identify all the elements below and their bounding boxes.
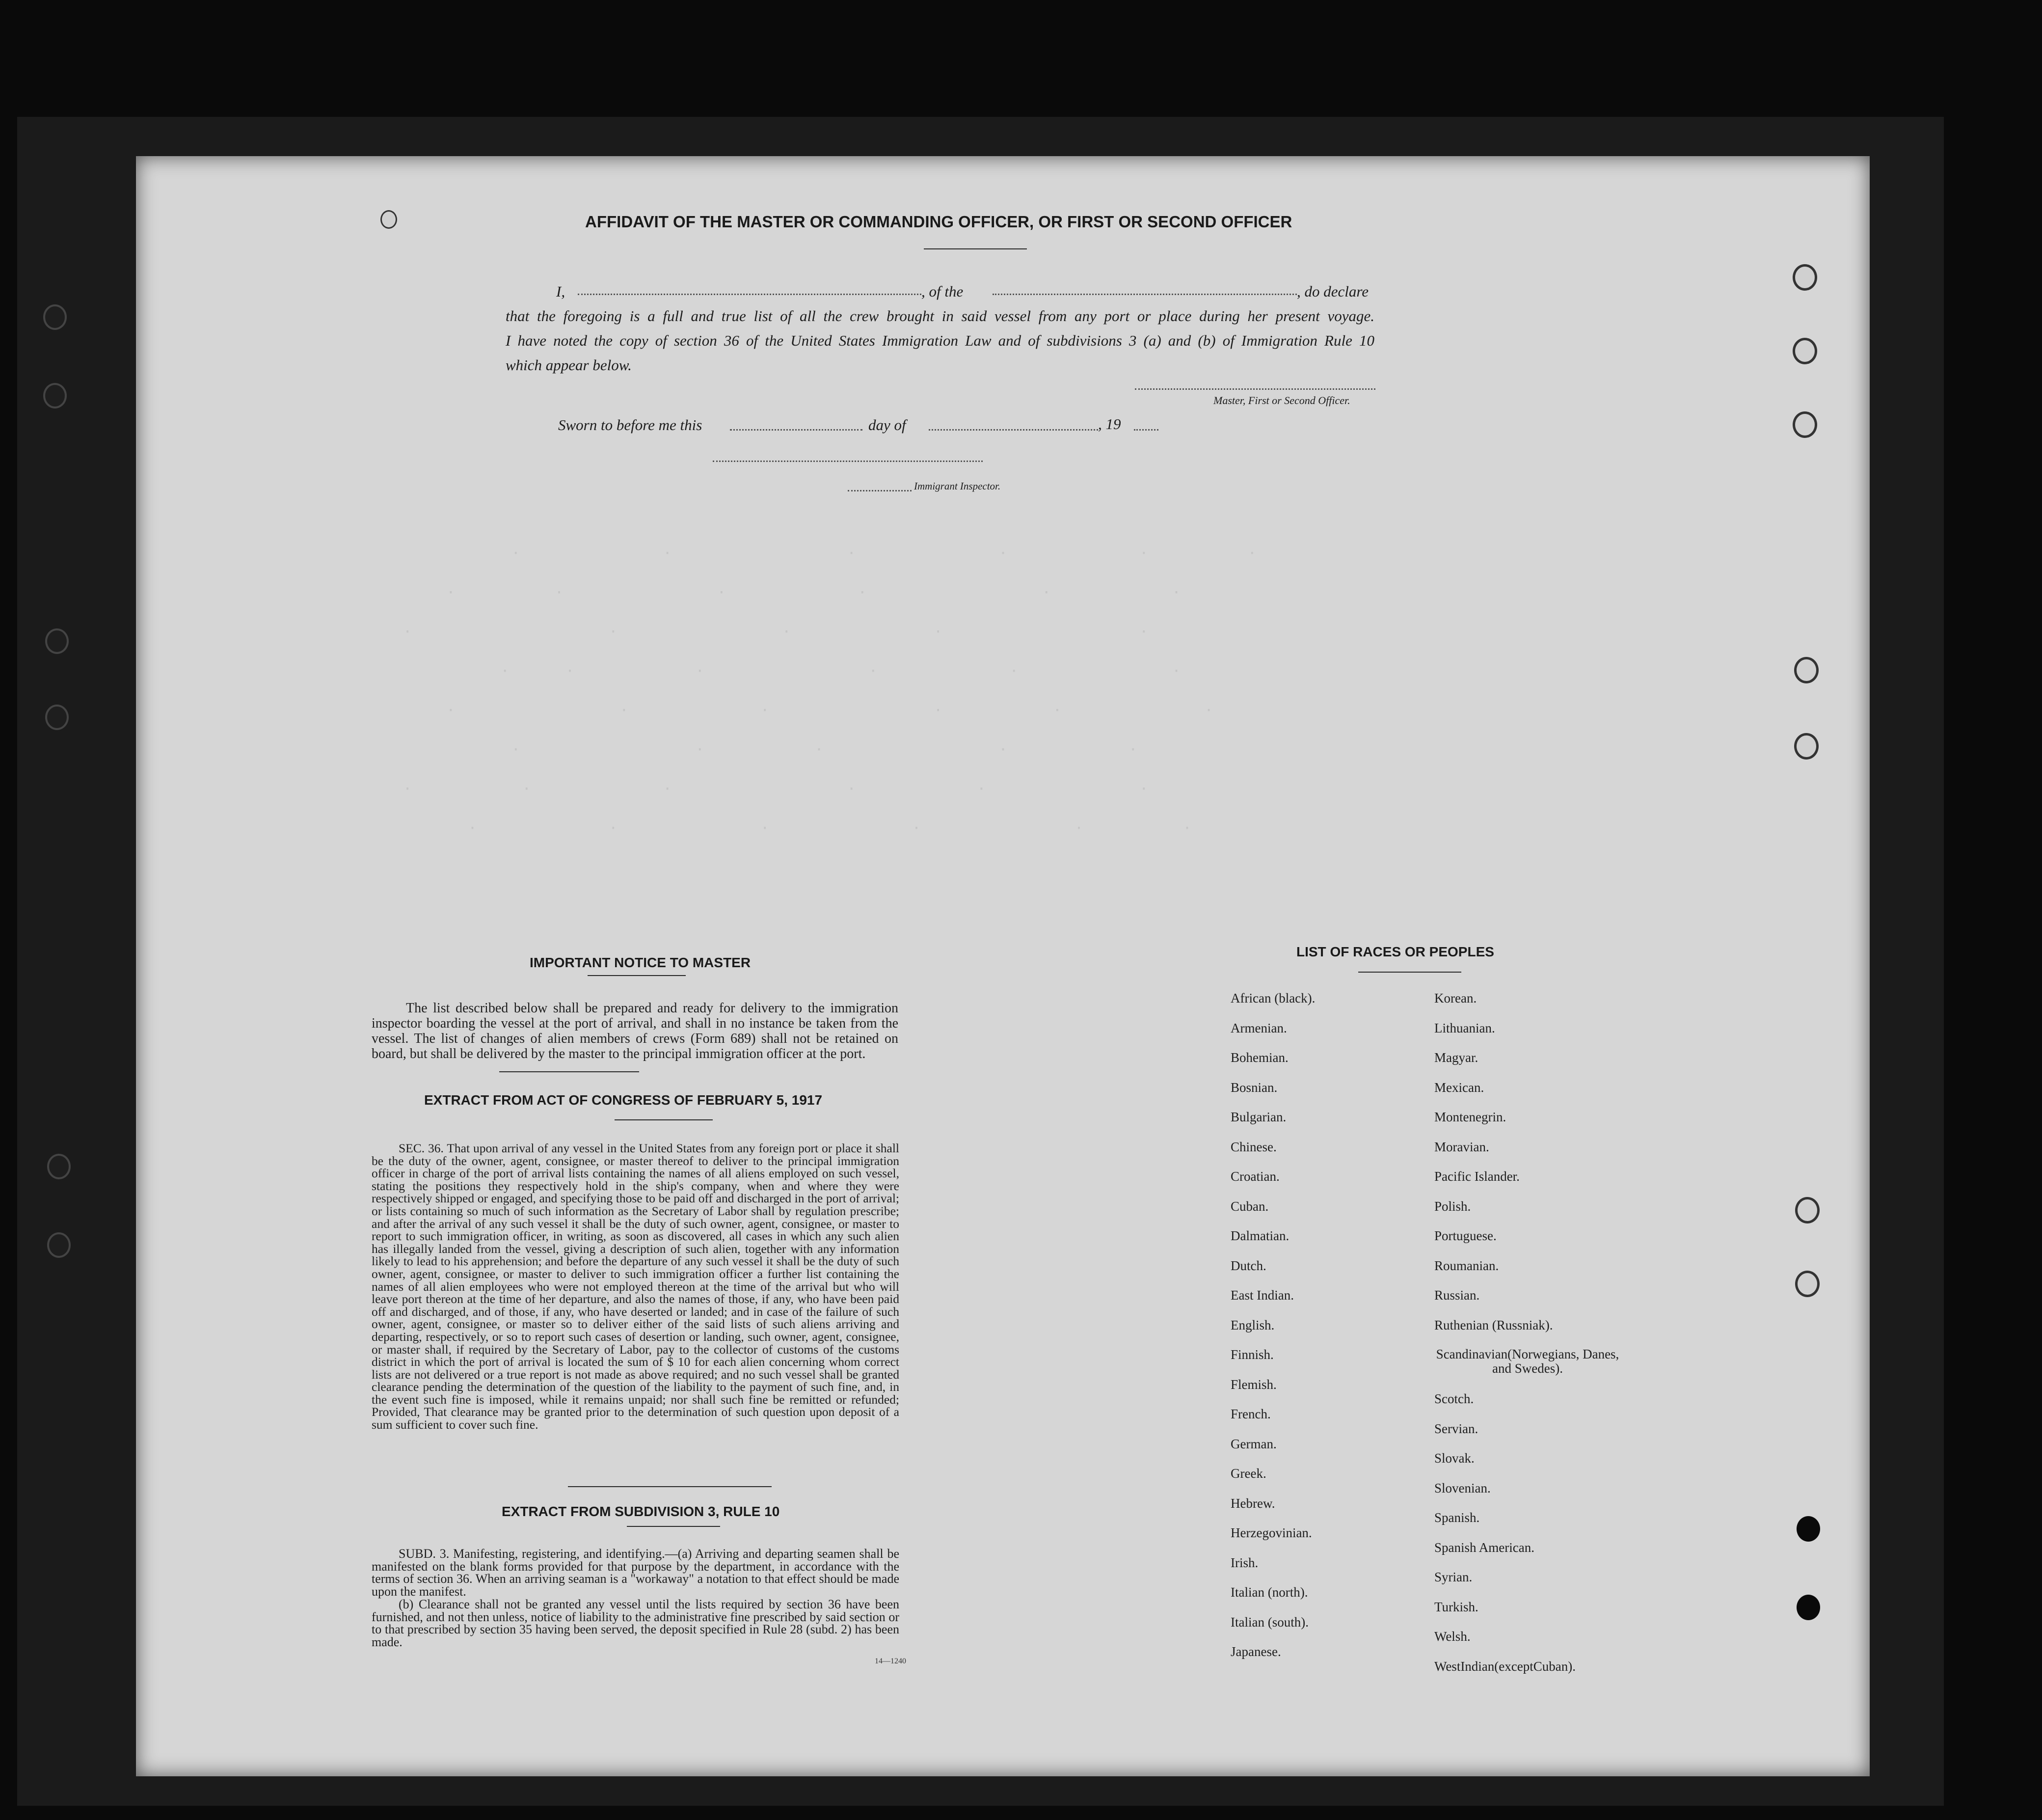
race-item: Lithuanian.: [1434, 1020, 1495, 1035]
extract-rule-text-a: SUBD. 3. Manifesting, registering, and identifying.—(a) Arriving and departing seamen shall be manifested on the blank forms provided for that purpose by the department, in accordance with the terms of section 36. When an arriving seaman is a "workaway" a notation to that effect should be made upon the manifest.: [372, 1547, 899, 1599]
bleed-through-text: · · · · · · · · · · · · · · · · · · · · · · · · · · · · · · · · · · · · · · · · · · · · · ·: [403, 545, 1259, 837]
title-underline: [924, 248, 1027, 249]
master-signature-line: [1135, 388, 1375, 390]
affidavit-of-the: , of the: [921, 283, 964, 300]
race-item: Armenian.: [1231, 1020, 1287, 1035]
race-item: Slovenian.: [1434, 1480, 1491, 1495]
name-blank-line: [578, 294, 921, 295]
binder-hole: [47, 1232, 71, 1258]
notice-text: The list described below shall be prepared and ready for delivery to the immigration inspector boarding the vessel at the port of arrival, and shall in no instance be taken from the vessel. The list of changes of alien members of crews (Form 689) shall not be retained on board, but shall be delivered by the master to the principal immigration officer at the port.: [372, 1001, 898, 1061]
binder-hole: [45, 705, 69, 730]
race-item: Hebrew.: [1231, 1495, 1275, 1511]
race-item: Polish.: [1434, 1198, 1471, 1214]
race-item: Bulgarian.: [1231, 1110, 1287, 1124]
affidavit-line-2: that the foregoing is a full and true list of all the crew brought in said vessel from any port or place during her present voyage.: [506, 307, 1374, 325]
race-item: Chinese.: [1231, 1139, 1277, 1154]
sworn-label: Sworn to before me this: [558, 416, 702, 434]
extract-rule-title: EXTRACT FROM SUBDIVISION 3, RULE 10: [502, 1504, 780, 1519]
extract-rule-underline: [627, 1526, 720, 1527]
race-item: French.: [1231, 1407, 1271, 1421]
race-item: Flemish.: [1231, 1377, 1277, 1392]
race-item: Dalmatian.: [1231, 1228, 1290, 1243]
race-item: Pacific Islander.: [1434, 1169, 1520, 1184]
race-item: Welsh.: [1434, 1629, 1471, 1644]
race-item: Slovak.: [1434, 1451, 1475, 1466]
race-item: Mexican.: [1434, 1080, 1484, 1095]
notice-title: IMPORTANT NOTICE TO MASTER: [530, 955, 751, 970]
race-item: Spanish American.: [1434, 1540, 1534, 1555]
race-item: German.: [1231, 1436, 1277, 1451]
races-title: LIST OF RACES OR PEOPLES: [1296, 944, 1494, 959]
race-item: Spanish.: [1434, 1510, 1480, 1525]
inspector-small-line: [848, 490, 912, 491]
race-item: English.: [1231, 1317, 1275, 1332]
binder-hole: [47, 1154, 71, 1179]
race-item: Herzegovinian.: [1231, 1525, 1312, 1540]
race-item: Scotch.: [1434, 1391, 1474, 1406]
races-underline: [1358, 972, 1461, 973]
form-number: 14—1240: [875, 1657, 906, 1665]
race-item: Ruthenian (Russniak).: [1434, 1317, 1553, 1332]
extract-rule-text-b: (b) Clearance shall not be granted any vessel until the lists required by section 36 have been furnished, and not then unless, notice of liability to the administrative fine prescribed by said section or to that prescribed by section 35 having been served, the deposit specified in Rule 28 (subd. 2) has been made.: [372, 1597, 899, 1649]
race-item: Irish.: [1231, 1555, 1259, 1570]
race-item: Greek.: [1231, 1466, 1266, 1481]
race-item: Japanese.: [1231, 1644, 1281, 1659]
race-item: Italian (south).: [1231, 1614, 1309, 1630]
extract-act-title: EXTRACT FROM ACT OF CONGRESS OF FEBRUARY 5, 1917: [424, 1092, 823, 1108]
manifest-sheet: [136, 156, 1870, 1776]
affidavit-line-3: I have noted the copy of section 36 of the United States Immigration Law and of subdivisions 3 (a) and (b) of Immigration Rule 10: [506, 332, 1374, 349]
binder-hole: [43, 304, 67, 330]
race-item: Finnish.: [1231, 1347, 1274, 1362]
notice-underline: [588, 975, 686, 976]
race-item: Syrian.: [1434, 1570, 1473, 1584]
section-rule: [499, 1071, 639, 1072]
race-item: Montenegrin.: [1434, 1110, 1506, 1124]
punch-hole: [380, 210, 397, 229]
race-item: Magyar.: [1434, 1050, 1478, 1065]
day-of-label: day of: [868, 416, 906, 434]
punch-hole: [1797, 1595, 1820, 1620]
race-item: Bosnian.: [1231, 1080, 1278, 1095]
binder-hole: [45, 628, 69, 654]
race-item: African (black).: [1231, 991, 1316, 1005]
race-item: Italian (north).: [1231, 1585, 1308, 1600]
race-item: Moravian.: [1434, 1139, 1489, 1154]
sworn-month-line: [929, 429, 1098, 431]
vessel-blank-line: [993, 294, 1297, 295]
section-rule: [568, 1486, 772, 1487]
sworn-day-line: [730, 429, 862, 431]
affidavit-i-label: I,: [556, 283, 565, 300]
punch-hole: [1793, 264, 1817, 291]
inspector-caption: Immigrant Inspector.: [914, 480, 1001, 492]
race-item: WestIndian(exceptCuban).: [1434, 1658, 1576, 1674]
race-item: Roumanian.: [1434, 1258, 1499, 1273]
race-item: Bohemian.: [1231, 1050, 1289, 1065]
punch-hole: [1793, 338, 1817, 364]
affidavit-title: AFFIDAVIT OF THE MASTER OR COMMANDING OFFICER, OR FIRST OR SECOND OFFICER: [585, 213, 1292, 231]
race-item: Cuban.: [1231, 1198, 1269, 1214]
extract-act-underline: [615, 1119, 713, 1120]
race-item: East Indian.: [1231, 1288, 1294, 1303]
affidavit-line-4: which appear below.: [506, 356, 632, 374]
binder-hole: [43, 383, 67, 408]
race-item: Servian.: [1434, 1421, 1478, 1436]
inspector-signature-line: [713, 461, 983, 462]
race-item: Russian.: [1434, 1288, 1480, 1303]
race-item: Scandinavian(Norwegians, Danes, and Swedes).: [1436, 1347, 1619, 1376]
year-label: , 19: [1098, 415, 1121, 433]
punch-hole: [1793, 411, 1817, 438]
race-item: Dutch.: [1231, 1258, 1266, 1273]
master-caption: Master, First or Second Officer.: [1213, 394, 1350, 407]
race-item: Croatian.: [1231, 1169, 1280, 1184]
race-item: Turkish.: [1434, 1599, 1478, 1614]
extract-act-text: SEC. 36. That upon arrival of any vessel in the United States from any foreign port or place it shall be the duty of the owner, agent, consignee, or master thereof to deliver to the principal immigration officer in charge of the port of arrival lists containing the names of all aliens employed on such vessel, stating the positions they respectively hold in the ship's company, when and where they were respectively shipped or engaged, and specifying those to be paid off and discharged in the port of arrival; or lists containing so much of such information as the Secretary of Labor shall by regulation prescribe; and after the arrival of any such vessel it shall be the duty of such owner, agent, consignee, or master to report to such immigration officer, in writing, as soon as discovered, all cases in which any such alien has illegally landed from the vessel, giving a description of such alien, together with any information likely to lead to his apprehension; and before the departure of any such vessel it shall be the duty of such owner, agent, consignee, or master to deliver to such immigration officer a further list containing the names of all alien employees who were not employed thereon at the time of the arrival but who will leave port thereon at the time of her departure, and also the names of those, if any, who have been paid off and discharged, and of those, if any, who have deserted or landed; and in case of the failure of such owner, agent, consignee, or master so to deliver either of the said lists of such aliens arriving and departing, respectively, or so to report such cases of desertion or landing, such owner, agent, consignee, or master shall, if required by the Secretary of Labor, pay to the collector of customs of the customs district in which the port of arrival is located the sum of $ 10 for each alien concerning whom correct lists are not delivered or a true report is not made as above required; and no such vessel shall be granted clearance pending the determination of the question of the liability to the payment of such fine, and, in the event such fine is imposed, while it remains unpaid; nor shall such fine be remitted or refunded; Provided, That clearance may be granted prior to the determination of such question upon deposit of a sum sufficient to cover such fine.: [372, 1141, 899, 1432]
race-item: Portuguese.: [1434, 1228, 1497, 1243]
race-item: Korean.: [1434, 991, 1477, 1005]
affidavit-do-declare: , do declare: [1297, 283, 1369, 300]
year-line: [1134, 429, 1158, 431]
